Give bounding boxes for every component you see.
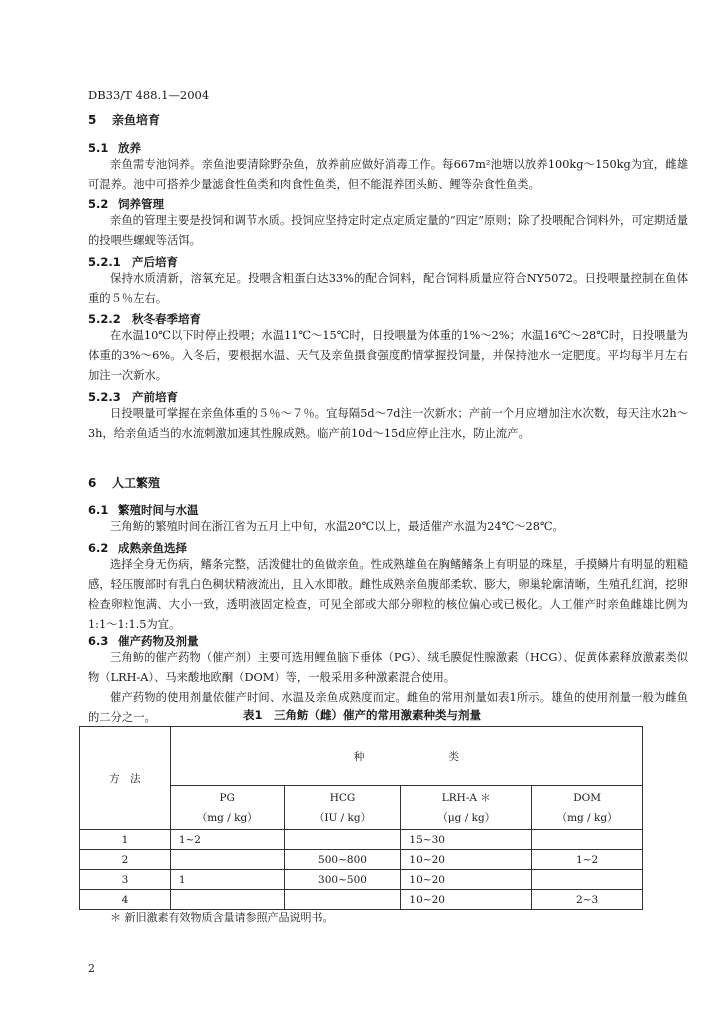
pg-cell: 1 bbox=[170, 870, 284, 890]
dom-cell: 2~3 bbox=[532, 890, 643, 910]
hcg-cell bbox=[284, 830, 401, 850]
section-5-2-text: 亲鱼的管理主要是投饲和调节水质。投饲应坚持定时定点定质定量的“四定”原则；除了投喂配合饲料外，可定期适量的投喂些螺蚬等活饵。 bbox=[88, 214, 688, 247]
method-cell: 3 bbox=[80, 870, 171, 890]
method-cell: 2 bbox=[80, 850, 171, 870]
page-number: 2 bbox=[88, 962, 95, 975]
section-number: 5.2.2 bbox=[88, 312, 121, 326]
section-title: 秋冬春季培育 bbox=[132, 312, 201, 326]
section-number: 6 bbox=[88, 476, 97, 490]
section-title: 产后培育 bbox=[132, 255, 178, 269]
dom-cell bbox=[532, 870, 643, 890]
section-6-1-heading bbox=[88, 502, 199, 518]
section-5-2-3-heading bbox=[88, 389, 178, 405]
column-header-hcg bbox=[284, 786, 401, 830]
table-row bbox=[80, 830, 643, 850]
section-5-2-2-text: 在水温10℃以下时停止投喂；水温11℃～15℃时，日投喂量为体重的1%～2%；水温16℃～28℃时，日投喂量为体重的3%～6%。入冬后，要根据水温、天气及亲鱼摄食强度酌情掌握投饲量，并保持池水一定肥度。平均每半月左右加注一次新水。 bbox=[88, 329, 688, 382]
section-number: 5.2.3 bbox=[88, 390, 121, 404]
section-6-2-heading bbox=[88, 540, 187, 556]
section-6-2-text: 选择全身无伤病，鳍条完整，活泼健壮的鱼做亲鱼。性成熟雄鱼在胸鳍鳍条上有明显的珠星，手摸鳞片有明显的粗糙感，轻压腹部时有乳白色稠状精液流出，且入水即散。雌性成熟亲鱼腹部柔软、膨大，卵巢轮廓清晰，生殖孔红润，挖卵检查卵粒饱满、大小一致，透明液固定检查，可见全部或大部分卵粒的核位偏心或已极化。人工催产时亲鱼雌雄比例为1:1～1:1.5为宜。 bbox=[88, 558, 688, 631]
method-header-label: 方 法 bbox=[109, 772, 141, 785]
column-name: HCG bbox=[329, 791, 356, 804]
column-header-lrha bbox=[401, 786, 532, 830]
hcg-cell: 500~800 bbox=[284, 850, 401, 870]
section-number: 5.1 bbox=[88, 141, 109, 155]
dom-cell: 1~2 bbox=[532, 850, 643, 870]
section-5-2-1-heading bbox=[88, 254, 178, 270]
table-header-row bbox=[80, 727, 643, 786]
section-title: 饲养管理 bbox=[118, 197, 164, 211]
section-number: 5.2.1 bbox=[88, 255, 121, 269]
section-5-2-3-text: 日投喂量可掌握在亲鱼体重的５％～７％。宜每隔5d～7d注一次新水；产前一个月应增加注水次数，每天注水2h～3h，给亲鱼适当的水流刺激加速其性腺成熟。临产前10d～15d应停止注水，防止流产。 bbox=[88, 407, 688, 440]
section-title: 人工繁殖 bbox=[112, 476, 161, 490]
section-title: 繁殖时间与水温 bbox=[118, 503, 199, 517]
table-row bbox=[80, 890, 643, 910]
kind-header-label: 种 类 bbox=[353, 750, 459, 763]
section-6-3-text-2: 催产药物的使用剂量依催产时间、水温及亲鱼成熟度而定。雌鱼的常用剂量如表1所示。雄鱼的使用剂量一般为雌鱼的二分之一。 bbox=[88, 691, 688, 724]
section-5-2-1-text: 保持水质清新，溶氧充足。投喂含粗蛋白达33%的配合饲料，配合饲料质量应符合NY5072。日投喂量控制在鱼体重的５％左右。 bbox=[88, 272, 688, 305]
section-6-1-text: 三角鲂的繁殖时间在浙江省为五月上中旬，水温20℃以上，最适催产水温为24℃～28℃。 bbox=[110, 520, 564, 533]
section-6-3-heading bbox=[88, 633, 199, 649]
section-number: 6.3 bbox=[88, 634, 109, 648]
column-header-dom bbox=[532, 786, 643, 830]
column-name: DOM bbox=[573, 791, 601, 804]
section-6-3-text-1: 三角鲂的催产药物（催产剂）主要可选用鲤鱼脑下垂体（PG）、绒毛膜促性腺激素（HCG）、促黄体素释放激素类似物（LRH-A）、马来酸地欧酮（DOM）等，一般采用多种激素混合使用。 bbox=[88, 651, 688, 684]
pg-cell: 1~2 bbox=[170, 830, 284, 850]
section-title: 放养 bbox=[118, 141, 141, 155]
column-unit: （mg / kg） bbox=[556, 811, 618, 824]
column-name: LRH-A ＊ bbox=[441, 791, 491, 804]
column-unit: （mg / kg） bbox=[196, 811, 258, 824]
hcg-cell: 300~500 bbox=[284, 870, 401, 890]
table-caption: 表1 三角鲂（雌）催产的常用激素种类与剂量 bbox=[243, 708, 481, 722]
section-number: 6.2 bbox=[88, 541, 109, 555]
hormone-dosage-table bbox=[79, 726, 643, 910]
kind-header bbox=[170, 727, 642, 786]
lrha-cell: 10~20 bbox=[401, 850, 532, 870]
section-5-2-2-heading bbox=[88, 311, 201, 327]
column-unit: （μg / kg） bbox=[437, 811, 496, 824]
table-row bbox=[80, 870, 643, 890]
column-unit: （IU / kg） bbox=[313, 811, 372, 824]
table-footnote: ＊ 新旧激素有效物质含量请参照产品说明书。 bbox=[110, 911, 334, 924]
method-cell: 1 bbox=[80, 830, 171, 850]
section-5-2-heading bbox=[88, 196, 164, 212]
section-5-1-heading bbox=[88, 140, 141, 156]
section-title: 催产药物及剂量 bbox=[118, 634, 199, 648]
column-header-pg bbox=[170, 786, 284, 830]
method-header bbox=[80, 727, 171, 830]
pg-cell bbox=[170, 850, 284, 870]
standard-number: DB33/T 488.1—2004 bbox=[88, 88, 210, 102]
hcg-cell bbox=[284, 890, 401, 910]
lrha-cell: 10~20 bbox=[401, 870, 532, 890]
lrha-cell: 15~30 bbox=[401, 830, 532, 850]
pg-cell bbox=[170, 890, 284, 910]
section-number: 5.2 bbox=[88, 197, 109, 211]
table-row bbox=[80, 850, 643, 870]
method-cell: 4 bbox=[80, 890, 171, 910]
section-title: 产前培育 bbox=[132, 390, 178, 404]
section-6-heading bbox=[88, 474, 160, 491]
section-title: 亲鱼培育 bbox=[112, 113, 161, 127]
section-5-1-text: 亲鱼需专池饲养。亲鱼池要清除野杂鱼，放养前应做好消毒工作。每667m²池塘以放养100kg～150kg为宜，雌雄可混养。池中可搭养少量滤食性鱼类和肉食性鱼类，但不能混养团头鲂、鲤等杂食性鱼类。 bbox=[88, 158, 688, 191]
section-title: 成熟亲鱼选择 bbox=[118, 541, 187, 555]
column-name: PG bbox=[219, 791, 235, 804]
section-number: 5 bbox=[88, 113, 97, 127]
dom-cell bbox=[532, 830, 643, 850]
section-number: 6.1 bbox=[88, 503, 109, 517]
section-5-heading bbox=[88, 111, 160, 128]
lrha-cell: 10~20 bbox=[401, 890, 532, 910]
